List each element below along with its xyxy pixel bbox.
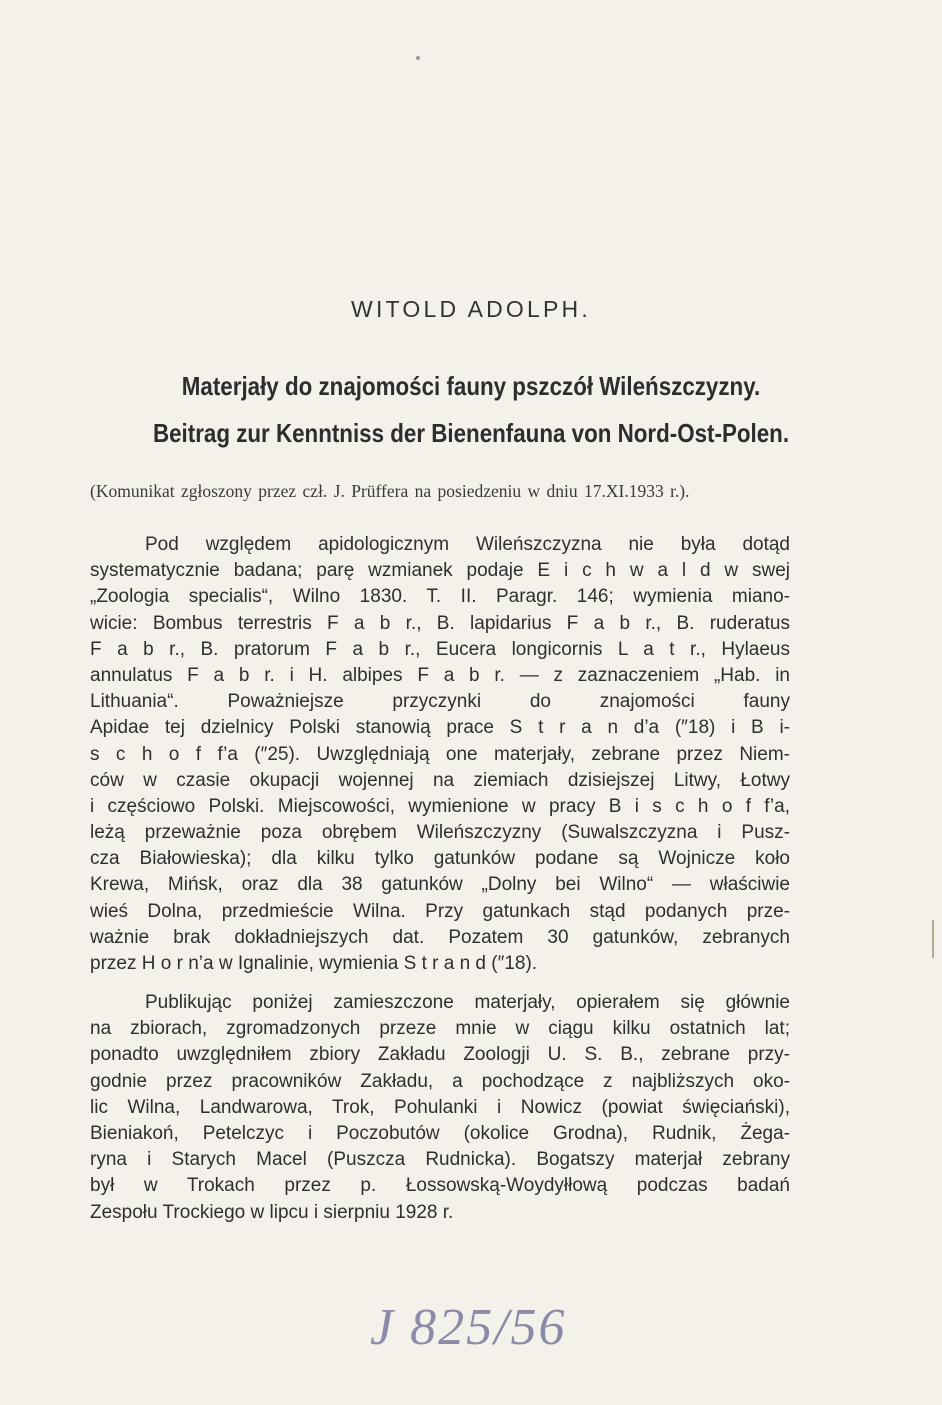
text-line: Apidae tej dzielnicy Polski stanowią prace S t r a n d’a (″18) i B i-: [90, 717, 790, 739]
text-line: wieś Dolna, przedmieście Wilna. Przy gatunkach stąd podanych prze-: [90, 900, 790, 922]
text-line: przez H o r n’a w Ignalinie, wymienia S t r a n d (″18).: [90, 953, 538, 974]
text-line: ryna i Starych Macel (Puszcza Rudnicka). Bogatszy materjał zebrany: [90, 1149, 790, 1171]
text-line: F a b r., B. pratorum F a b r., Eucera longicornis L a t r., Hylaeus: [90, 638, 790, 660]
text-line: i częściowo Polski. Miejscowości, wymienione w pracy B i s c h o f f’a,: [90, 795, 790, 817]
text-line: Zespołu Trockiego w lipcu i sierpniu 1928 r.: [90, 1201, 454, 1223]
presentation-note: (Komunikat zgłoszony przez czł. J. Prüffera na posiedzeniu w dniu 17.XI.1933 r.).: [90, 481, 690, 501]
text-line: s c h o f f’a (″25). Uwzględniają one materjały, zebrane przez Niem-: [90, 743, 790, 765]
text-line: na zbiorach, zgromadzonych przeze mnie w ciągu kilku ostatnich lat;: [90, 1018, 790, 1040]
title-polish: Materjały do znajomości fauny pszczół Wileńszczyzny.: [181, 371, 761, 401]
paragraph-2: [90, 990, 790, 1226]
text-line: cza Białowieska); dla kilku tylko gatunków podane są Wojnicze koło: [90, 848, 790, 870]
text-line: ponadto uwzględniłem zbiory Zakładu Zoologji U. S. B., zebrane przy-: [90, 1044, 790, 1066]
text-line: ważnie brak dokładniejszych dat. Pozatem 30 gatunków, zebranych: [90, 926, 790, 948]
text-line: lic Wilna, Landwarowa, Trok, Pohulanki i Nowicz (powiat święciański),: [90, 1096, 790, 1118]
title-german: Beitrag zur Kenntniss der Bienenfauna von Nord-Ost-Polen.: [152, 418, 790, 448]
text-line: godnie przez pracowników Zakładu, a pochodzące z najbliższych oko-: [90, 1070, 790, 1092]
text-line: systematycznie badana; parę wzmianek podaje E i c h w a l d w swej: [90, 560, 790, 582]
paragraph-1: [90, 532, 790, 977]
text-line: wicie: Bombus terrestris F a b r., B. lapidarius F a b r., B. ruderatus: [90, 612, 790, 634]
text-line: „Zoologia specialis“, Wilno 1830. T. II. Paragr. 146; wymienia miano-: [90, 586, 790, 608]
text-line: był w Trokach przez p. Łossowską-Woydyłłową podczas badań: [90, 1175, 790, 1197]
edge-mark: [932, 920, 934, 958]
text-line: Lithuania“. Poważniejsze przyczynki do znajomości fauny: [90, 691, 790, 713]
author-name: WITOLD ADOLPH.: [351, 296, 591, 322]
text-line: Publikując poniżej zamieszczone materjały, opierałem się głównie: [145, 992, 790, 1013]
text-line: annulatus F a b r. i H. albipes F a b r. — z zaznaczeniem „Hab. in: [90, 664, 790, 686]
text-line: Pod względem apidologicznym Wileńszczyzna nie była dotąd: [145, 534, 790, 555]
text-line: Krewa, Mińsk, oraz dla 38 gatunków „Dolny bei Wilno“ — właściwie: [90, 874, 790, 896]
text-line: ców w czasie okupacji wojennej na ziemiach dzisiejszej Litwy, Łotwy: [90, 769, 790, 791]
handwritten-catalog-signature: J 825/56: [370, 1299, 567, 1356]
text-line: leżą przeważnie poza obrębem Wileńszczyzny (Suwalszczyzna i Pusz-: [90, 822, 790, 844]
speck-mark: [416, 56, 420, 60]
text-line: Bieniakoń, Petelczyc i Poczobutów (okolice Grodna), Rudnik, Żega-: [90, 1122, 790, 1144]
